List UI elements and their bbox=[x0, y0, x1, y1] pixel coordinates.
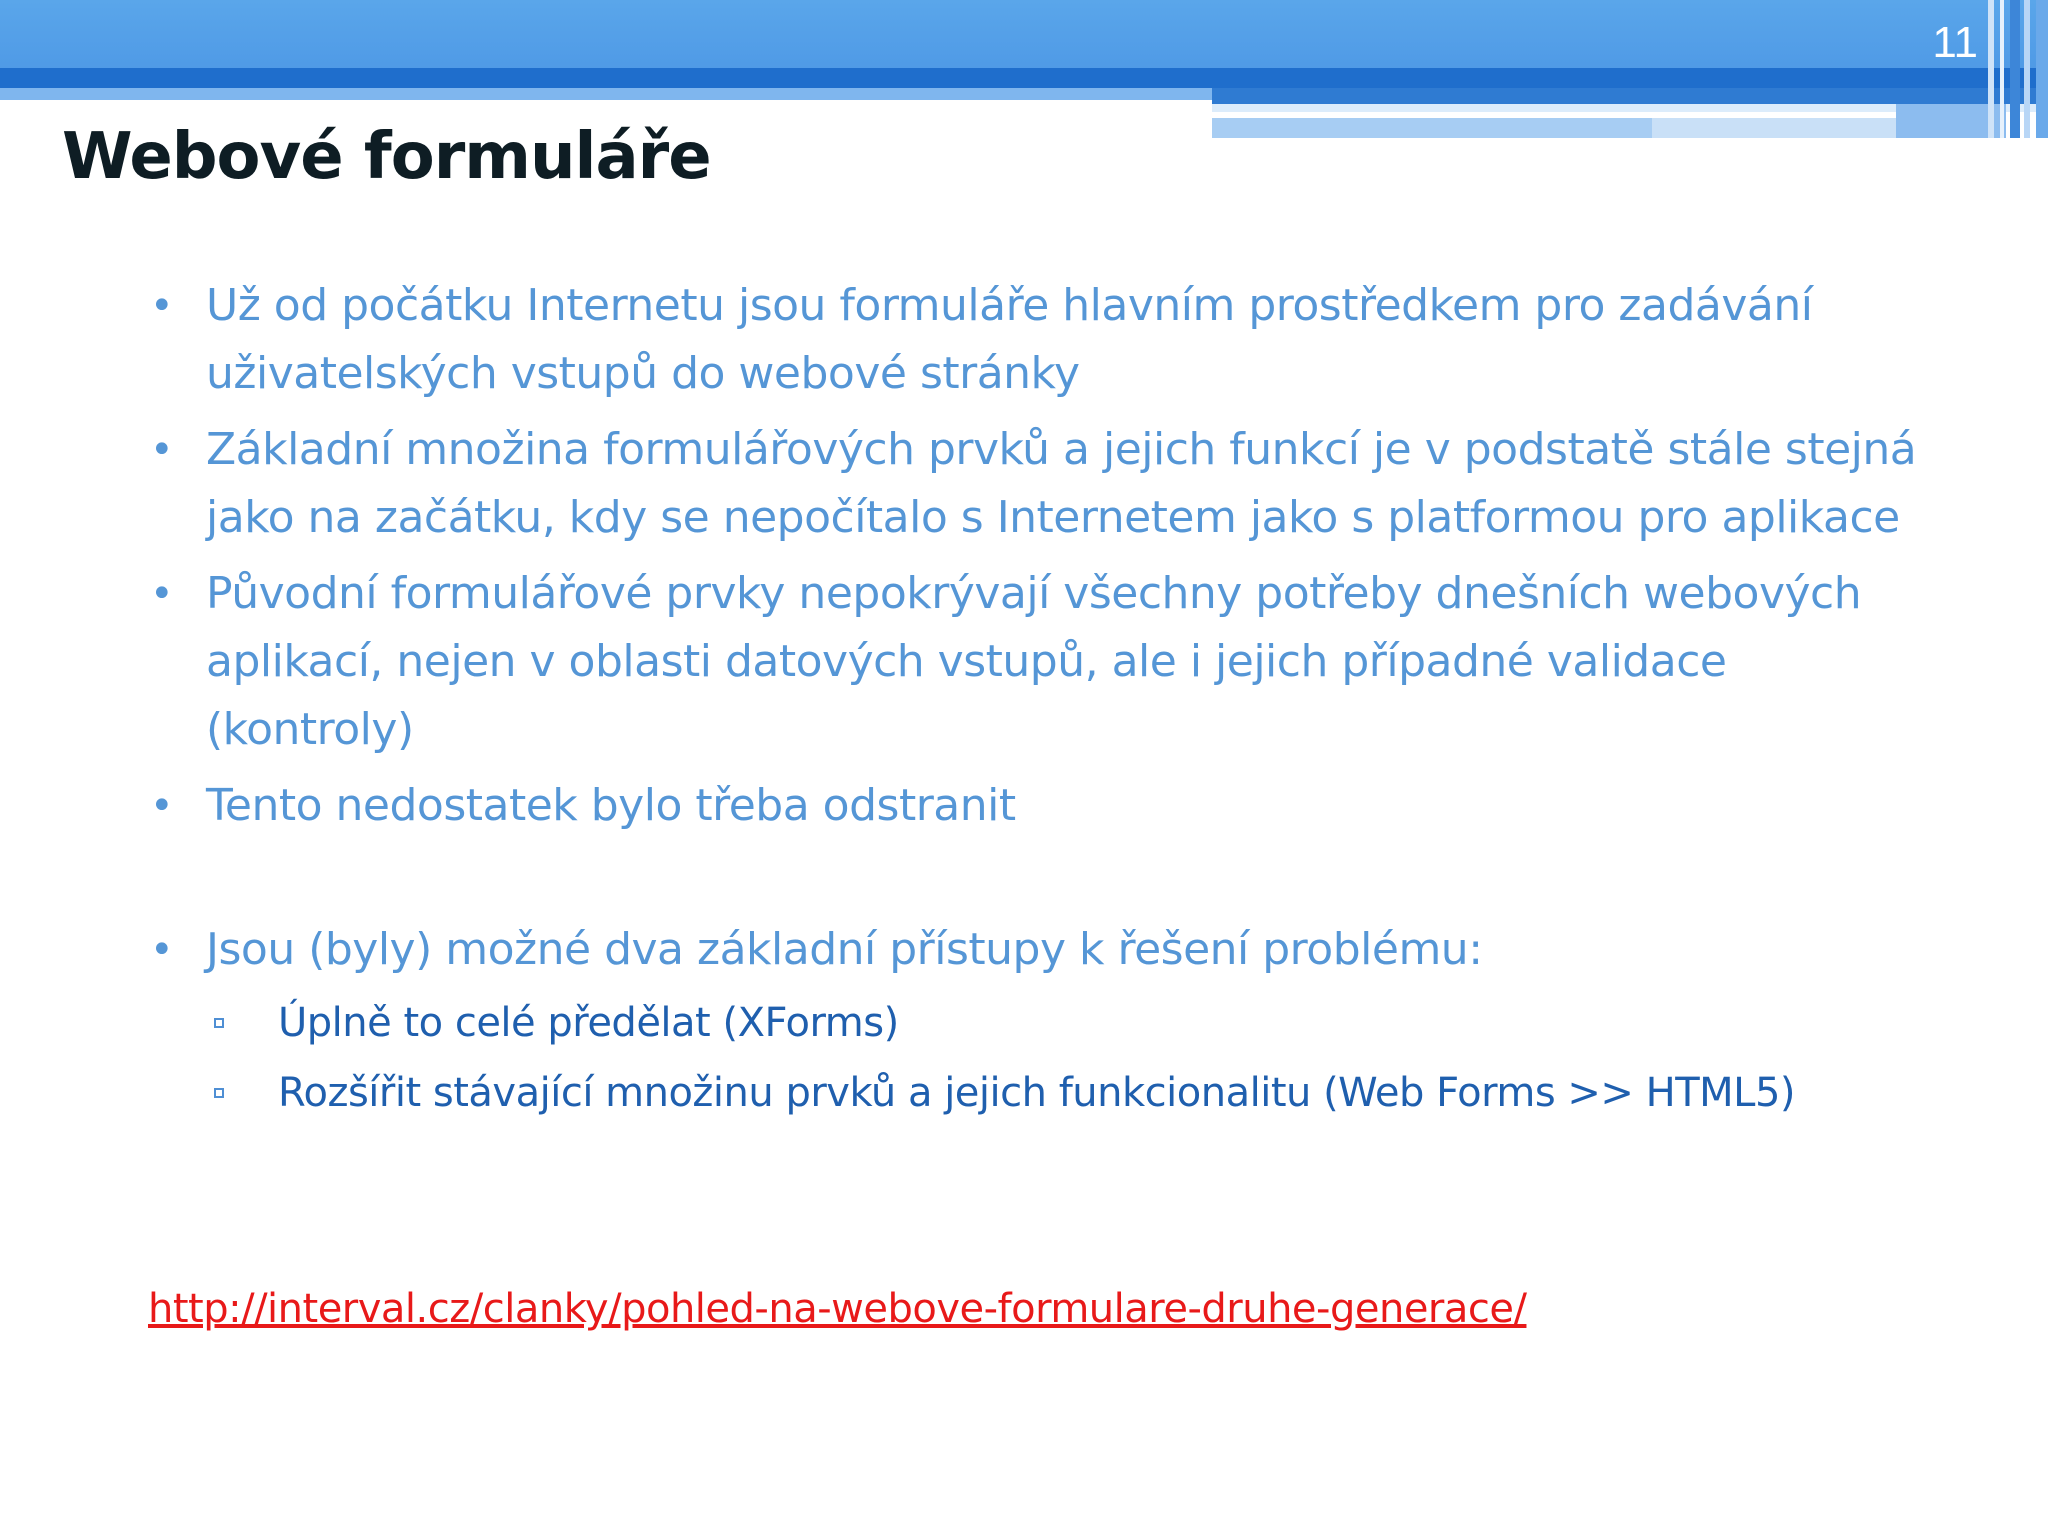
header-vertical-stripe bbox=[2010, 0, 2020, 138]
bullet-list bbox=[146, 272, 1946, 1128]
bullet-text: Tento nedostatek bylo třeba odstranit bbox=[206, 780, 1016, 831]
header-bar-accent bbox=[1212, 88, 2048, 104]
subbullet-text: Rozšířit stávající množinu prvků a jejich funkcionalitu (Web Forms >> HTML5) bbox=[278, 1070, 1796, 1116]
subbullet-list bbox=[206, 988, 1946, 1128]
header-bar-dark bbox=[0, 68, 2048, 88]
bullet-text: Jsou (byly) možné dva základní přístupy k řešení problému: bbox=[206, 924, 1483, 975]
square-bullet-icon bbox=[214, 1088, 224, 1098]
subbullet-item bbox=[212, 1058, 1946, 1128]
bullet-dot-icon: • bbox=[150, 283, 174, 329]
subbullet-text: Úplně to celé předělat (XForms) bbox=[278, 1000, 899, 1046]
header-vertical-stripe bbox=[1988, 0, 1994, 138]
bullet-item bbox=[146, 416, 1946, 552]
square-bullet-icon bbox=[214, 1018, 224, 1028]
bullet-item bbox=[146, 916, 1946, 1128]
bullet-dot-icon: • bbox=[150, 427, 174, 473]
reference-link[interactable]: http://interval.cz/clanky/pohled-na-webove-formulare-druhe-generace/ bbox=[148, 1286, 1527, 1332]
header-strip bbox=[1652, 118, 1902, 138]
header-vertical-stripe bbox=[2036, 0, 2048, 138]
bullet-dot-icon: • bbox=[150, 927, 174, 973]
bullet-dot-icon: • bbox=[150, 783, 174, 829]
bullet-item bbox=[146, 272, 1946, 408]
header-bar bbox=[0, 0, 2048, 70]
header-strip bbox=[1212, 118, 1652, 138]
slide-content bbox=[146, 272, 1946, 1136]
bullet-item bbox=[146, 560, 1946, 764]
bullet-item bbox=[146, 772, 1946, 840]
bullet-text: Původní formulářové prvky nepokrývají všechny potřeby dnešních webových aplikací, nejen v oblasti datových vstupů, ale i jejich případné validace (kontroly) bbox=[206, 568, 1862, 755]
header-vertical-stripe bbox=[2000, 0, 2004, 138]
subbullet-item bbox=[212, 988, 1946, 1058]
bullet-text: Už od počátku Internetu jsou formuláře hlavním prostředkem pro zadávání uživatelských vstupů do webové stránky bbox=[206, 280, 1813, 399]
header-bar-light bbox=[0, 88, 1212, 100]
slide-number: 11 bbox=[1932, 18, 1978, 67]
bullet-text: Základní množina formulářových prvků a jejich funkcí je v podstatě stále stejná jako na začátku, kdy se nepočítalo s Internetem jako s platformou pro aplikace bbox=[206, 424, 1917, 543]
header-vertical-stripe bbox=[2024, 0, 2030, 138]
slide-title: Webové formuláře bbox=[62, 120, 711, 194]
bullet-dot-icon: • bbox=[150, 571, 174, 617]
